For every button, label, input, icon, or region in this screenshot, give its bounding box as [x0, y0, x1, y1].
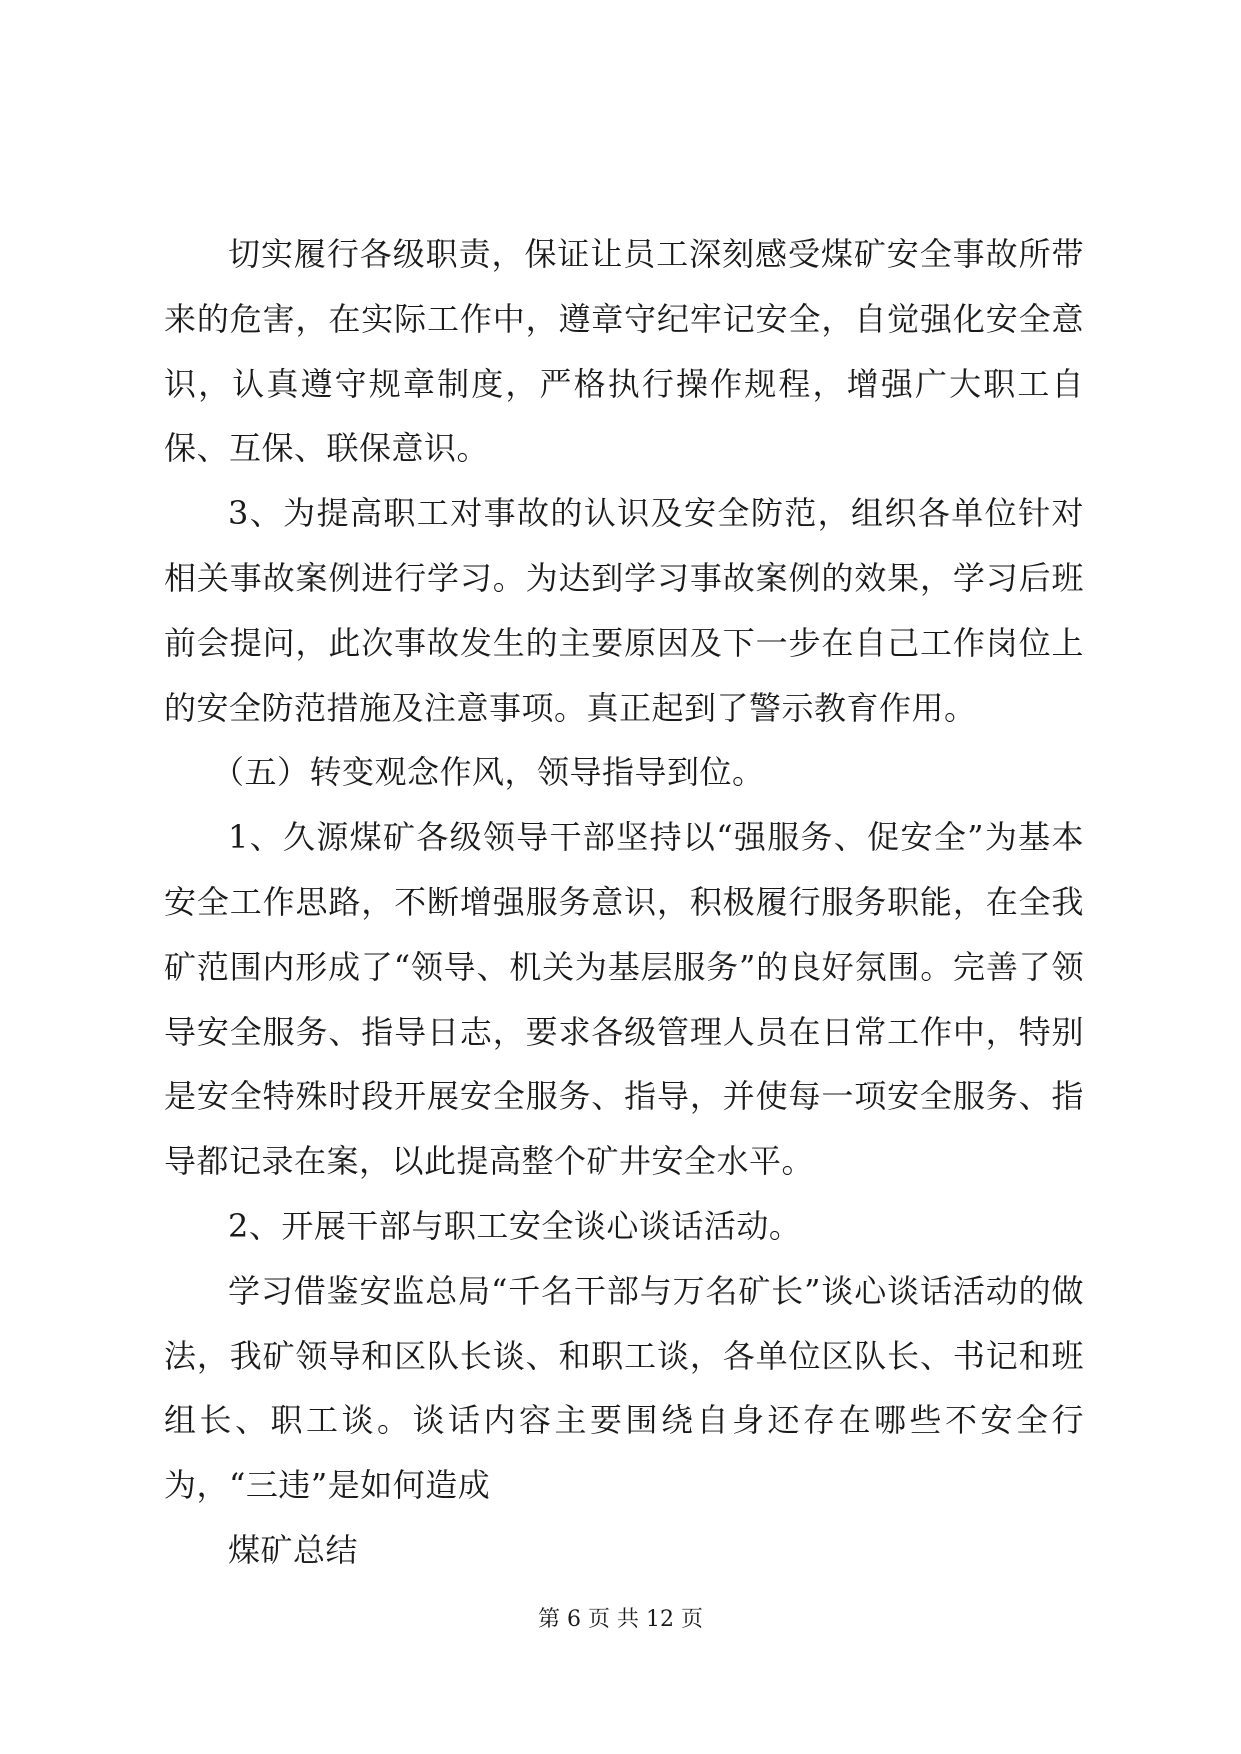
paragraph-talk-details: 学习借鉴安监总局“千名干部与万名矿长”谈心谈话活动的做法，我矿领导和区队长谈、和职工谈，各单位区队长、书记和班组长、职工谈。谈话内容主要围绕自身还存在哪些不安全行为，“三违”是如何造成 [164, 1271, 1084, 1505]
page-footer: 第 6 页 共 12 页 [538, 1607, 703, 1632]
paragraph-duties: 切实履行各级职责，保证让员工深刻感受煤矿安全事故所带来的危害，在实际工作中，遵章守纪牢记安全，自觉强化安全意识，认真遵守规章制度，严格执行操作规程，增强广大职工自保、互保、联保意识。 [164, 235, 1084, 468]
paragraph-title-coal-summary: 煤矿总结 [228, 1530, 359, 1569]
section-heading-five: （五）转变观念作风，领导指导到位。 [212, 753, 765, 792]
paragraph-leadership-service: 1、久源煤矿各级领导干部坚持以“强服务、促安全”为基本安全工作思路，不断增强服务意识，积极履行服务职能，在全我矿范围内形成了“领导、机关为基层服务”的良好氛围。完善了领导安全服务、指导日志，要求各级管理人员在日常工作中，特别是安全特殊时段开展安全服务、指导，并使每一项安全服务、指导都记录在案，以此提高整个矿井安全水平。 [164, 818, 1084, 1181]
paragraph-talk-activity: 2、开展干部与职工安全谈心谈话活动。 [228, 1206, 802, 1245]
paragraph-case-study: 3、为提高职工对事故的认识及安全防范，组织各单位针对相关事故案例进行学习。为达到学习事故案例的效果，学习后班前会提问，此次事故发生的主要原因及下一步在自己工作岗位上的安全防范措施及注意事项。真正起到了警示教育作用。 [164, 494, 1084, 727]
document-body [164, 222, 1084, 1583]
